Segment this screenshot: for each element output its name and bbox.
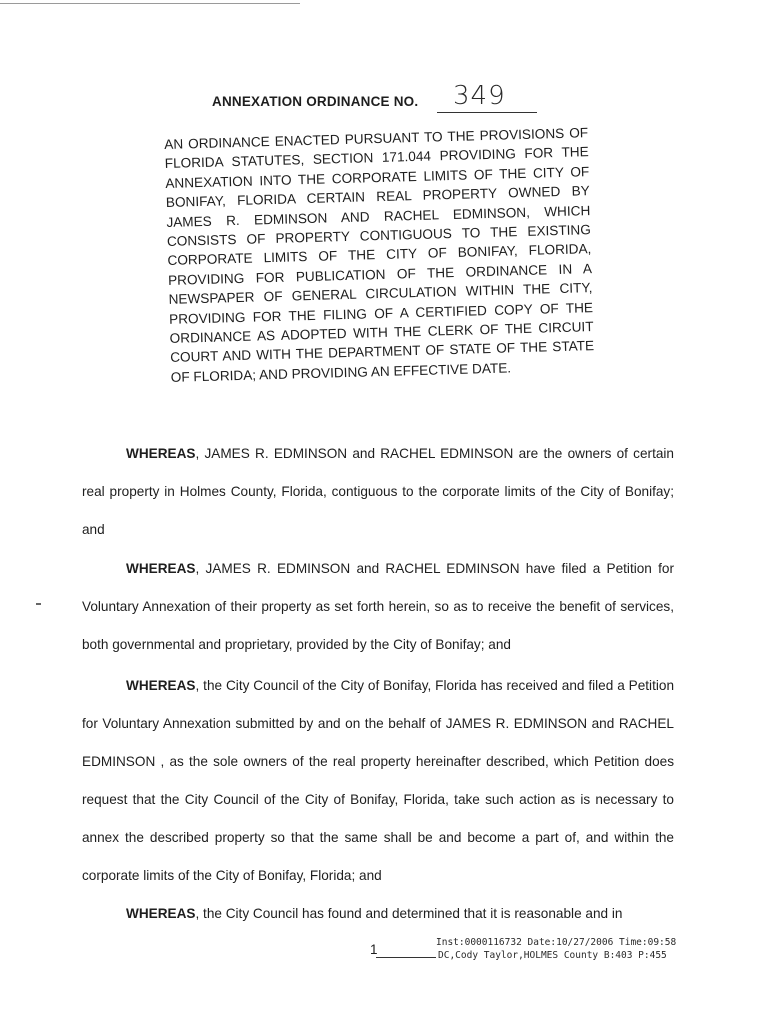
scan-mark (36, 603, 41, 605)
recording-stamp-line-1: Inst:0000116732 Date:10/27/2006 Time:09:58 (436, 937, 677, 948)
whereas-text: , the City Council of the City of Bonifay, Florida has received and filed a Petition for Voluntary Annexation submitted by and on the behalf of JAMES R. EDMINSON and RACHEL EDMINSON , as the sole owners of the real property hereinafter described, which Petition does request that the City Council of the City of Bonifay, Florida, take such action as is necessary to annex the described property so that the same shall be and become a part of, and within the corporate limits of the City of Bonifay, Florida; and (82, 678, 674, 883)
scan-edge-line (0, 3, 300, 4)
whereas-paragraph-3 (82, 667, 674, 895)
ordinance-number-field (437, 81, 537, 113)
whereas-lead: WHEREAS (126, 906, 196, 921)
ordinance-preamble: AN ORDINANCE ENACTED PURSUANT TO THE PROVISIONS OF FLORIDA STATUTES, SECTION 171.044 PROVIDING FOR THE ANNEXATION INTO THE CORPORATE LIMITS OF THE CITY OF BONIFAY, FLORIDA CERTAIN REAL PROPERTY OWNED BY JAMES R. EDMINSON AND RACHEL EDMINSON, WHICH CONSISTS OF PROPERTY CONTIGUOUS TO THE EXISTING CORPORATE LIMITS OF THE CITY OF BONIFAY, FLORIDA, PROVIDING FOR PUBLICATION OF THE ORDINANCE IN A NEWSPAPER OF GENERAL CIRCULATION WITHIN THE CITY, PROVIDING FOR THE FILING OF A CERTIFIED COPY OF THE ORDINANCE AS ADOPTED WITH THE CLERK OF THE CIRCUIT COURT AND WITH THE DEPARTMENT OF STATE OF THE STATE OF FLORIDA; AND PROVIDING AN EFFECTIVE DATE. (164, 125, 595, 385)
whereas-lead: WHEREAS (126, 446, 196, 461)
page-number: 1 (370, 942, 378, 957)
whereas-text: , JAMES R. EDMINSON and RACHEL EDMINSON are the owners of certain real property in Holmes County, Florida, contiguous to the corporate limits of the City of Bonifay; and (82, 446, 674, 537)
recording-stamp (436, 936, 676, 962)
ordinance-number-handwritten: 349 (453, 81, 506, 111)
whereas-paragraph-2 (82, 550, 674, 664)
whereas-lead: WHEREAS (126, 678, 196, 693)
whereas-lead: WHEREAS (126, 561, 196, 576)
whereas-paragraph-4 (82, 895, 674, 933)
whereas-text: , the City Council has found and determined that it is reasonable and in (195, 906, 623, 921)
whereas-text: , JAMES R. EDMINSON and RACHEL EDMINSON have filed a Petition for Voluntary Annexation of their property as set forth herein, so as to receive the benefit of services, both governmental and proprietary, provided by the City of Bonifay; and (82, 561, 674, 652)
recording-stamp-line-2: DC,Cody Taylor,HOLMES County B:403 P:455 (438, 950, 667, 961)
whereas-paragraph-1 (82, 435, 674, 549)
ordinance-title: ANNEXATION ORDINANCE NO. (212, 94, 419, 109)
